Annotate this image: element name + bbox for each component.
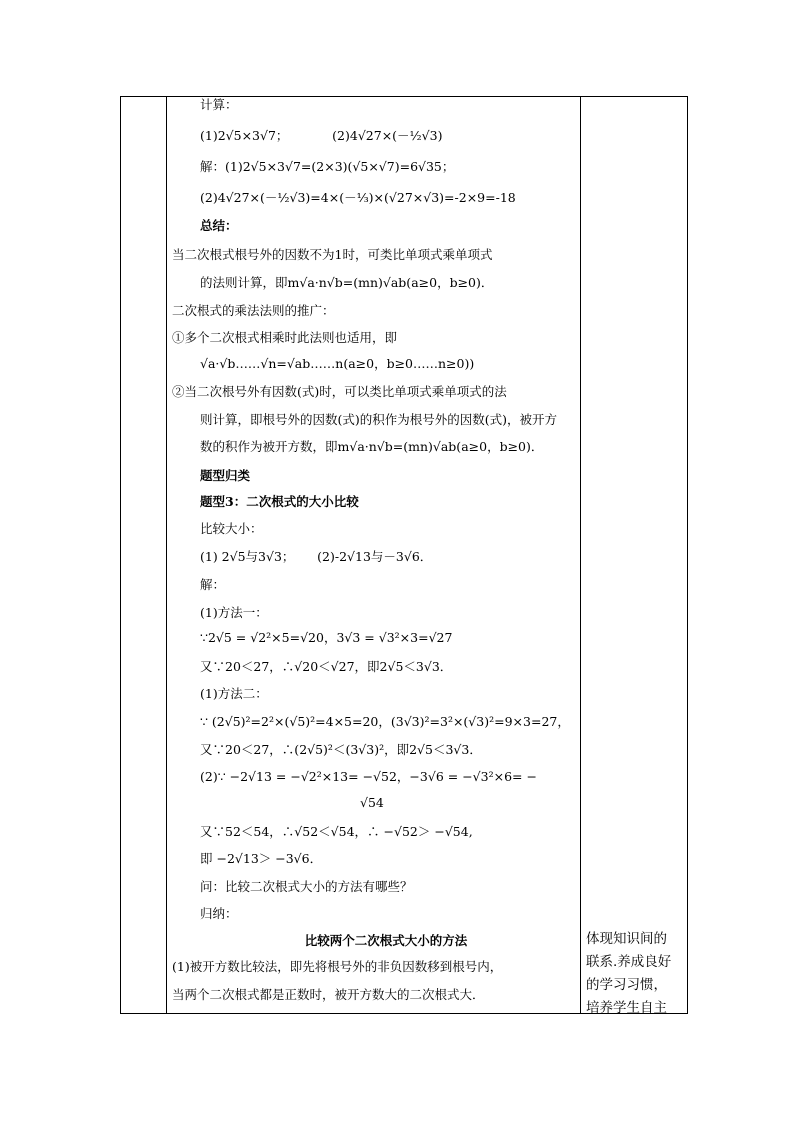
text-line: 解：(1)2√5×3√7=(2×3)(√5×√7)=6√35； [200,159,455,174]
text-line: √a·√b……√n=√ab……n(a≥0，b≥0……n≥0)) [200,356,475,371]
column-divider-2 [580,97,581,1013]
text-line: 二次根式的乘法法则的推广： [172,303,335,318]
text-line: 则计算，即根号外的因数(式)的积作为根号外的因数(式)，被开方 [200,412,558,427]
text-line: (2)∵ −2√13 = −√2²×13= −√52，−3√6 = −√3²×6= − [200,769,537,784]
text-line: 问：比较二次根式大小的方法有哪些？ [200,879,413,894]
text-line: ∵2√5 = √2²×5=√20，3√3 = √3²×3=√27 [200,630,453,645]
text-line: 解： [200,577,226,592]
side-note [586,928,684,1020]
text-line: (2)4√27×(－½√3)=4×(－⅓)×(√27×√3)=-2×9=-18 [200,190,516,205]
text-line: (1) 2√5与3√3； (2)-2√13与－3√6． [200,549,433,564]
text-line: (1)方法二： [200,686,268,701]
text-line: (1)被开方数比较法，即先将根号外的非负因数移到根号内， [172,959,503,974]
text-line: 归纳： [200,906,238,921]
text-line: 又∵20＜27，∴√20＜√27，即2√5＜3√3． [200,659,453,674]
text-line: 当二次根式根号外的因数不为1时，可类比单项式乘单项式 [172,247,493,262]
text-line: ∵ (2√5)²=2²×(√5)²=4×5=20，(3√3)²=3²×(√3)²=9×3=27， [200,714,570,729]
text-line: 题型归类 [200,468,251,483]
text-line: 题型3：二次根式的大小比较 [200,494,359,509]
side-note-line: 体现知识间的 [586,931,667,947]
text-line: 计算： [200,97,238,112]
text-line: 又∵20＜27，∴(2√5)²＜(3√3)²，即2√5＜3√3． [200,742,482,757]
text-line: (1)2√5×3√7； (2)4√27×(－½√3) [200,128,443,143]
text-line: 比较两个二次根式大小的方法 [304,933,468,948]
text-line: (1)方法一： [200,605,268,620]
text-line: ①多个二次根式相乘时此法则也适用，即 [172,330,398,345]
text-line: 比较大小： [200,521,263,536]
text-line: √54 [360,795,384,810]
text-line: 又∵52＜54，∴√52＜√54，∴ −√52＞ −√54, [200,824,473,839]
side-note-line: 培养学生自主 [586,1000,667,1016]
text-line: 数的积作为被开方数，即m√a·n√b=(mn)√ab(a≥0，b≥0)． [200,439,544,454]
side-note-line: 的学习习惯， [586,977,667,993]
text-line: 的法则计算，即m√a·n√b=(mn)√ab(a≥0，b≥0)． [200,275,494,290]
text-line: 当两个二次根式都是正数时，被开方数大的二次根式大． [172,987,485,1002]
text-line: ②当二次根号外有因数(式)时，可以类比单项式乘单项式的法 [172,384,507,399]
text-line: 总结： [200,218,238,233]
column-divider-1 [166,97,167,1013]
text-line: 即 −2√13＞ −3√6． [200,851,323,866]
side-note-line: 联系.养成良好 [586,954,672,970]
